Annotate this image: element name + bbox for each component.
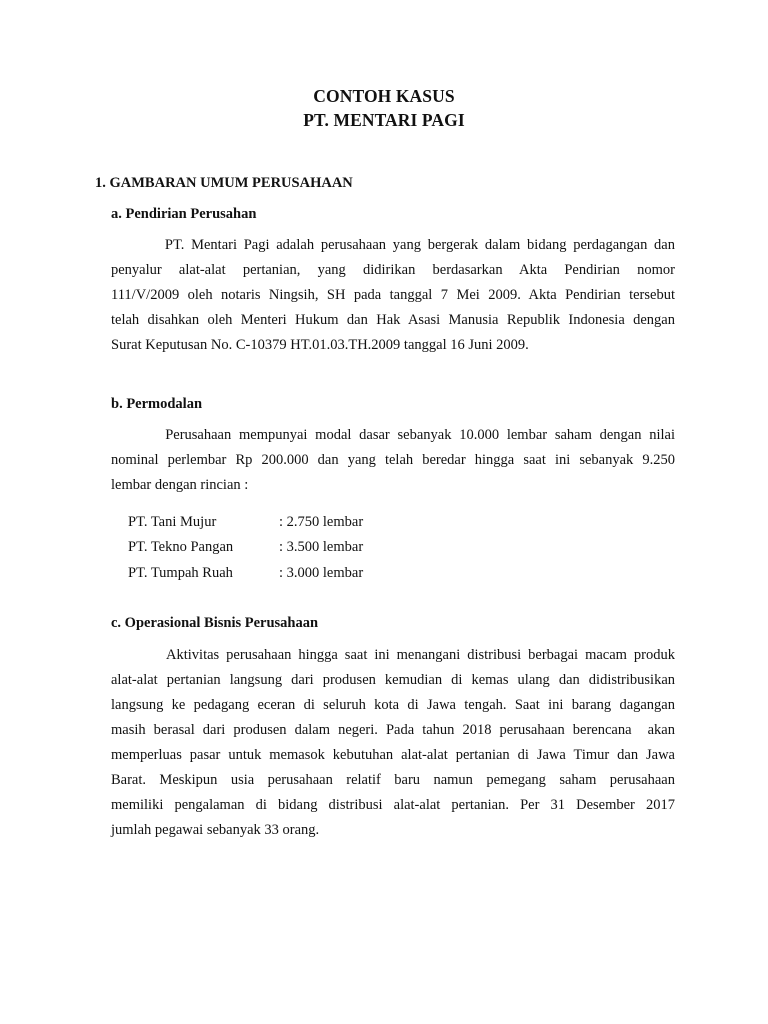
shareholder-row: [128, 539, 363, 556]
paragraph-line: 111/V/2009 oleh notaris Ningsih, SH pada tanggal 7 Mei 2009. Akta Pendirian tersebut: [111, 287, 675, 303]
paragraph-line: memiliki pengalaman di bidang distribusi alat-alat pertanian. Per 31 Desember 2017: [111, 797, 675, 813]
paragraph-line: lembar dengan rincian :: [111, 477, 249, 493]
shareholder-shares: : 3.500 lembar: [279, 539, 364, 555]
subheading-operasional: c. Operasional Bisnis Perusahaan: [111, 615, 319, 631]
paragraph-line: Perusahaan mempunyai modal dasar sebanyak 10.000 lembar saham dengan nilai: [111, 427, 675, 443]
paragraph-line: Surat Keputusan No. C-10379 HT.01.03.TH.2009 tanggal 16 Juni 2009.: [111, 337, 529, 353]
section-heading-gambaran-umum: 1. GAMBARAN UMUM PERUSAHAAN: [95, 175, 353, 191]
paragraph-line: jumlah pegawai sebanyak 33 orang.: [111, 822, 320, 838]
document-title: CONTOH KASUS: [313, 86, 455, 106]
paragraph-line: Aktivitas perusahaan hingga saat ini menangani distribusi berbagai macam produk: [111, 647, 675, 663]
paragraph-line: masih berasal dari produsen dalam negeri. Pada tahun 2018 perusahaan berencana akan: [111, 722, 675, 738]
shareholder-name: PT. Tani Mujur: [128, 514, 217, 530]
subheading-pendirian: a. Pendirian Perusahan: [111, 206, 257, 222]
shareholder-shares: : 3.000 lembar: [279, 565, 364, 581]
shareholder-name: PT. Tumpah Ruah: [128, 565, 233, 581]
paragraph-line: memperluas pasar untuk memasok kebutuhan alat-alat pertanian di Jawa Timur dan Jawa: [111, 747, 675, 763]
paragraph-line: penyalur alat-alat pertanian, yang didirikan berdasarkan Akta Pendirian nomor: [111, 262, 675, 278]
shareholder-shares: : 2.750 lembar: [279, 514, 364, 530]
shareholder-row: [128, 565, 363, 582]
paragraph-line: nominal perlembar Rp 200.000 dan yang telah beredar hingga saat ini sebanyak 9.250: [111, 452, 675, 468]
company-title: PT. MENTARI PAGI: [303, 110, 465, 130]
paragraph-line: PT. Mentari Pagi adalah perusahaan yang bergerak dalam bidang perdagangan dan: [111, 237, 675, 253]
subheading-permodalan: b. Permodalan: [111, 396, 203, 412]
paragraph-operasional: [111, 643, 675, 843]
paragraph-line: telah disahkan oleh Menteri Hukum dan Hak Asasi Manusia Republik Indonesia dengan: [111, 312, 675, 328]
shareholder-name: PT. Tekno Pangan: [128, 539, 234, 555]
paragraph-line: alat-alat pertanian langsung dari produsen kemudian di kemas ulang dan didistribusikan: [111, 672, 675, 688]
paragraph-permodalan: [111, 423, 675, 498]
paragraph-line: Barat. Meskipun usia perusahaan relatif baru namun pemegang saham perusahaan: [111, 772, 675, 788]
paragraph-pendirian: [111, 233, 675, 358]
paragraph-line: langsung ke pedagang eceran di seluruh kota di Jawa tengah. Saat ini barang dagangan: [111, 697, 675, 713]
shareholder-row: [128, 514, 363, 531]
